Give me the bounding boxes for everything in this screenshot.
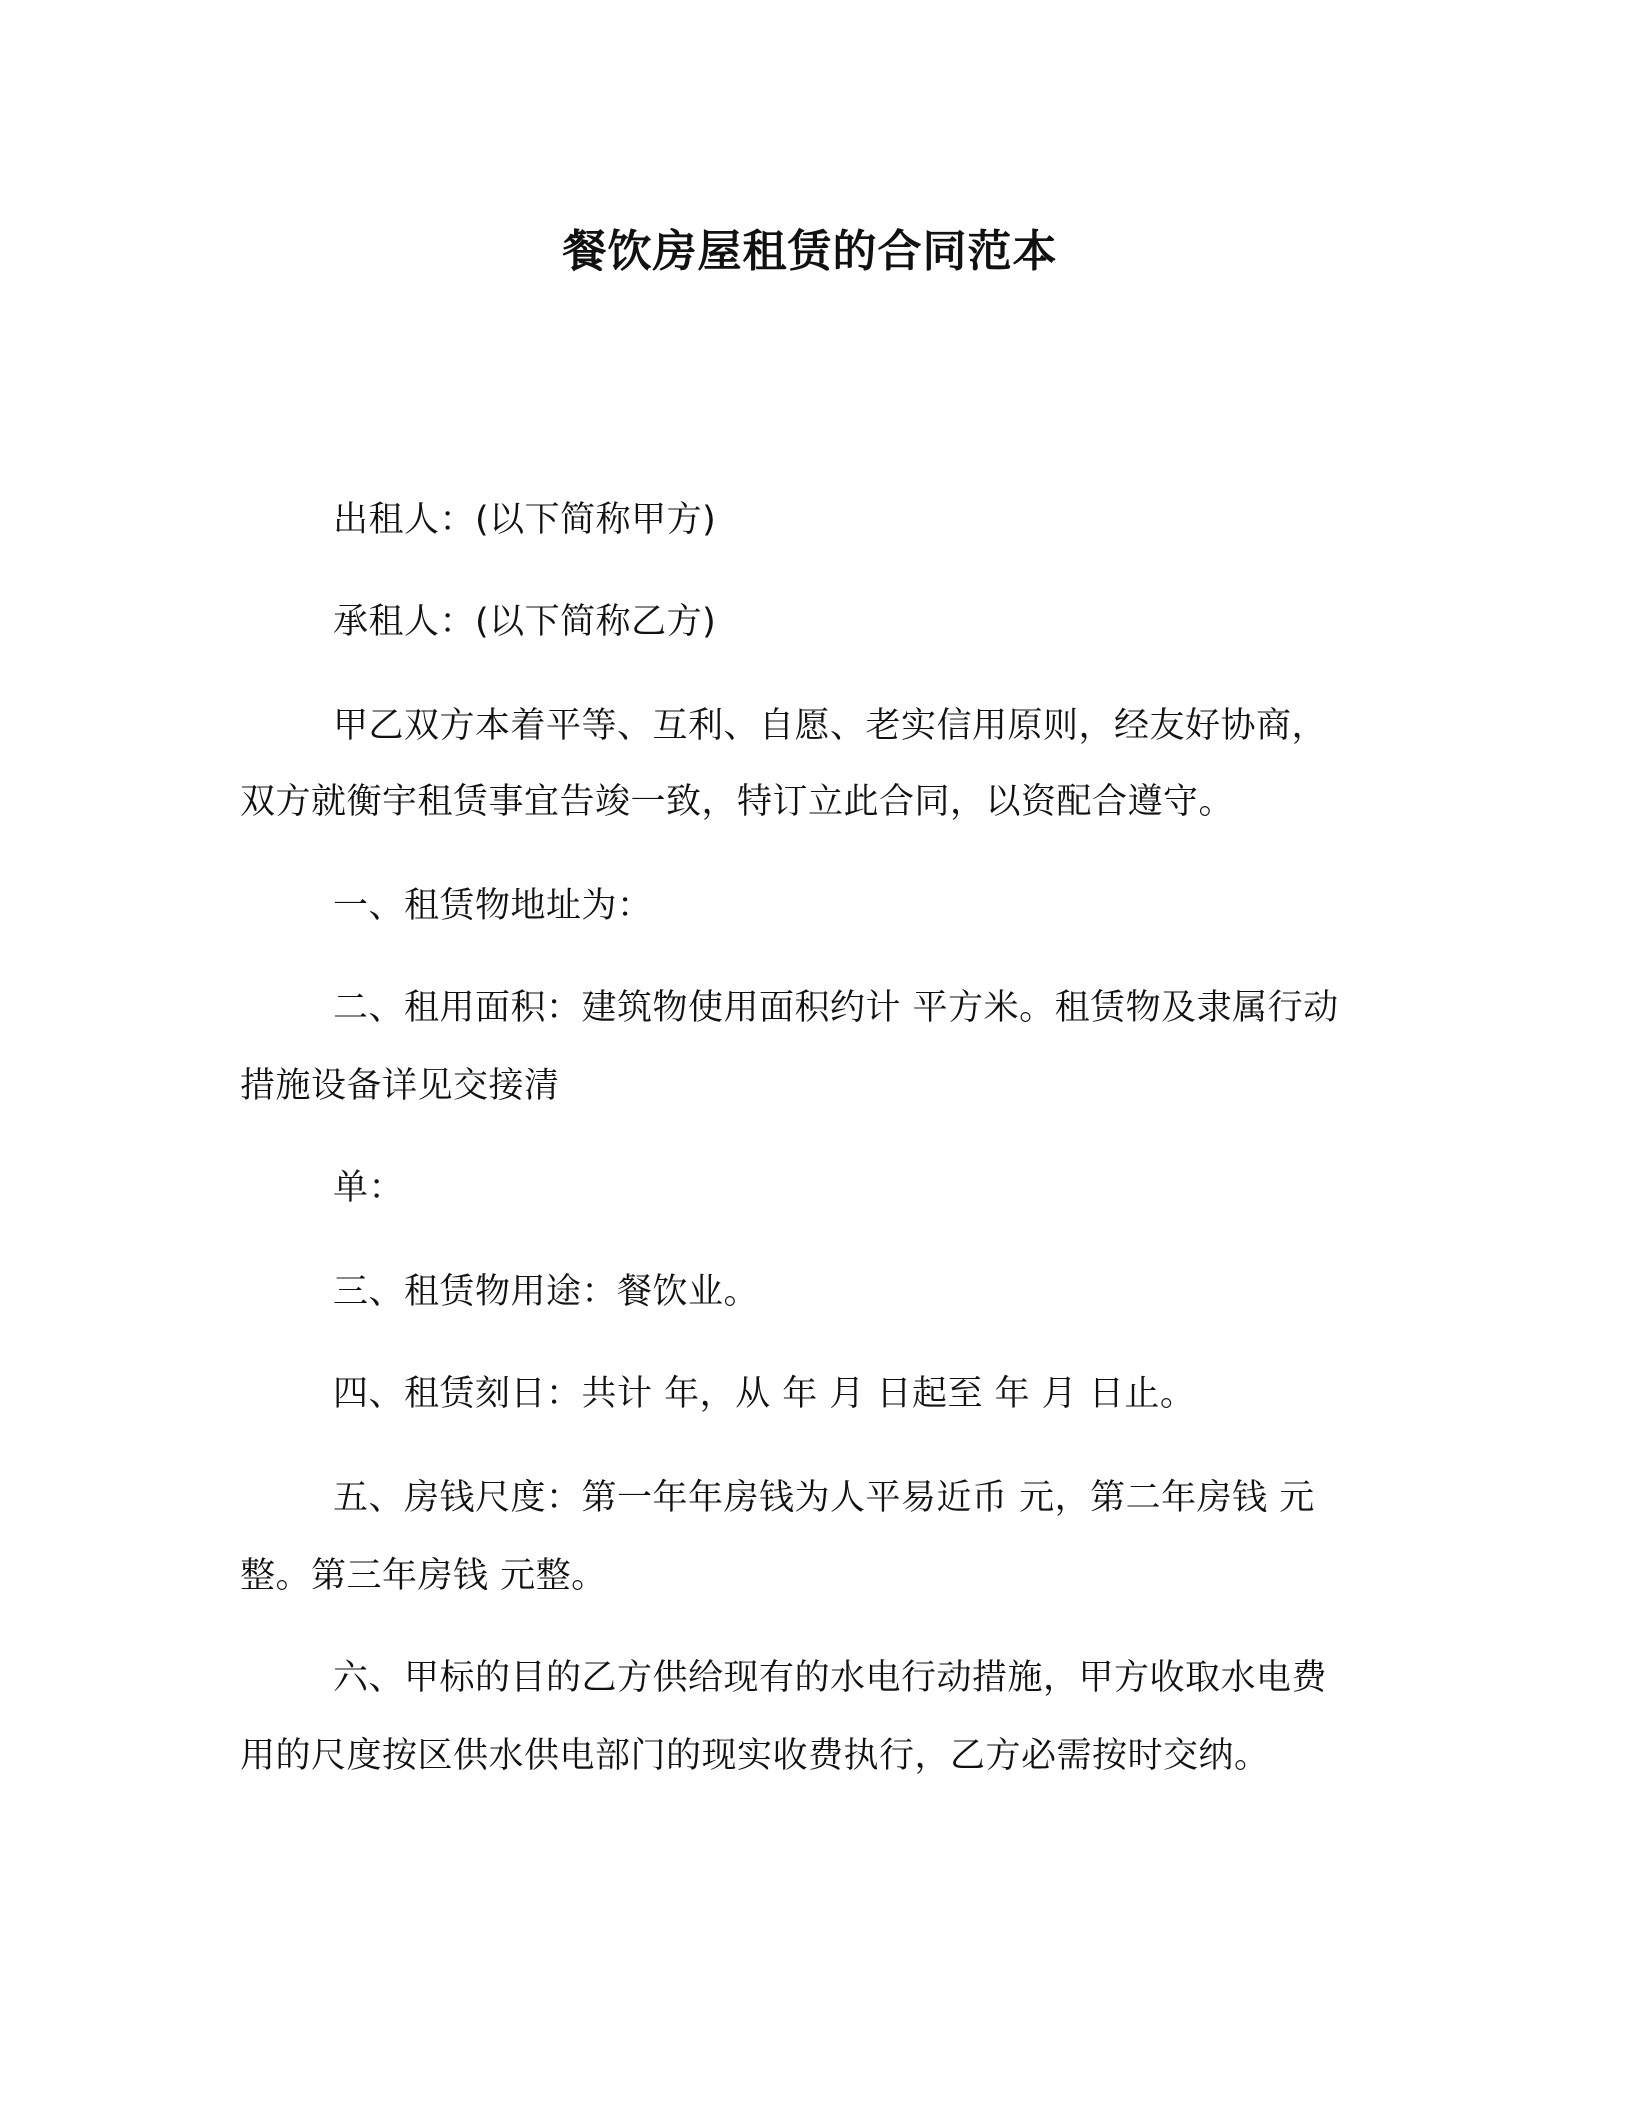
preamble-line-2: 双方就衡宇租赁事宜告竣一致，特订立此合同，以资配合遵守。 <box>240 782 1235 822</box>
clause-1-line: 一、租赁物地址为： <box>333 886 653 926</box>
clause-2-line-2: 措施设备详见交接清 <box>240 1066 560 1106</box>
clause-4-line: 四、租赁刻日：共计 年，从 年 月 日起至 年 月 日止。 <box>333 1374 1196 1414</box>
document-title: 餐饮房屋租赁的合同范本 <box>562 226 1058 277</box>
clause-5-line-1: 五、房钱尺度：第一年年房钱为人平易近币 元，第二年房钱 元 <box>333 1478 1315 1518</box>
clause-2-line-1: 二、租用面积：建筑物使用面积约计 平方米。租赁物及隶属行动 <box>333 988 1339 1028</box>
clause-6-line-2: 用的尺度按区供水供电部门的现实收费执行，乙方必需按时交纳。 <box>240 1736 1270 1776</box>
clause-2-line-3: 单： <box>333 1168 405 1208</box>
clause-5-line-2: 整。第三年房钱 元整。 <box>240 1556 607 1596</box>
clause-3-line: 三、租赁物用途：餐饮业。 <box>333 1272 760 1312</box>
preamble-line-1: 甲乙双方本着平等、互利、自愿、老实信用原则，经友好协商， <box>333 706 1328 746</box>
clause-6-line-1: 六、甲标的目的乙方供给现有的水电行动措施，甲方收取水电费 <box>333 1658 1328 1698</box>
lessor-line: 出租人：(以下简称甲方) <box>333 500 717 540</box>
lessee-line: 承租人：(以下简称乙方) <box>333 602 717 642</box>
